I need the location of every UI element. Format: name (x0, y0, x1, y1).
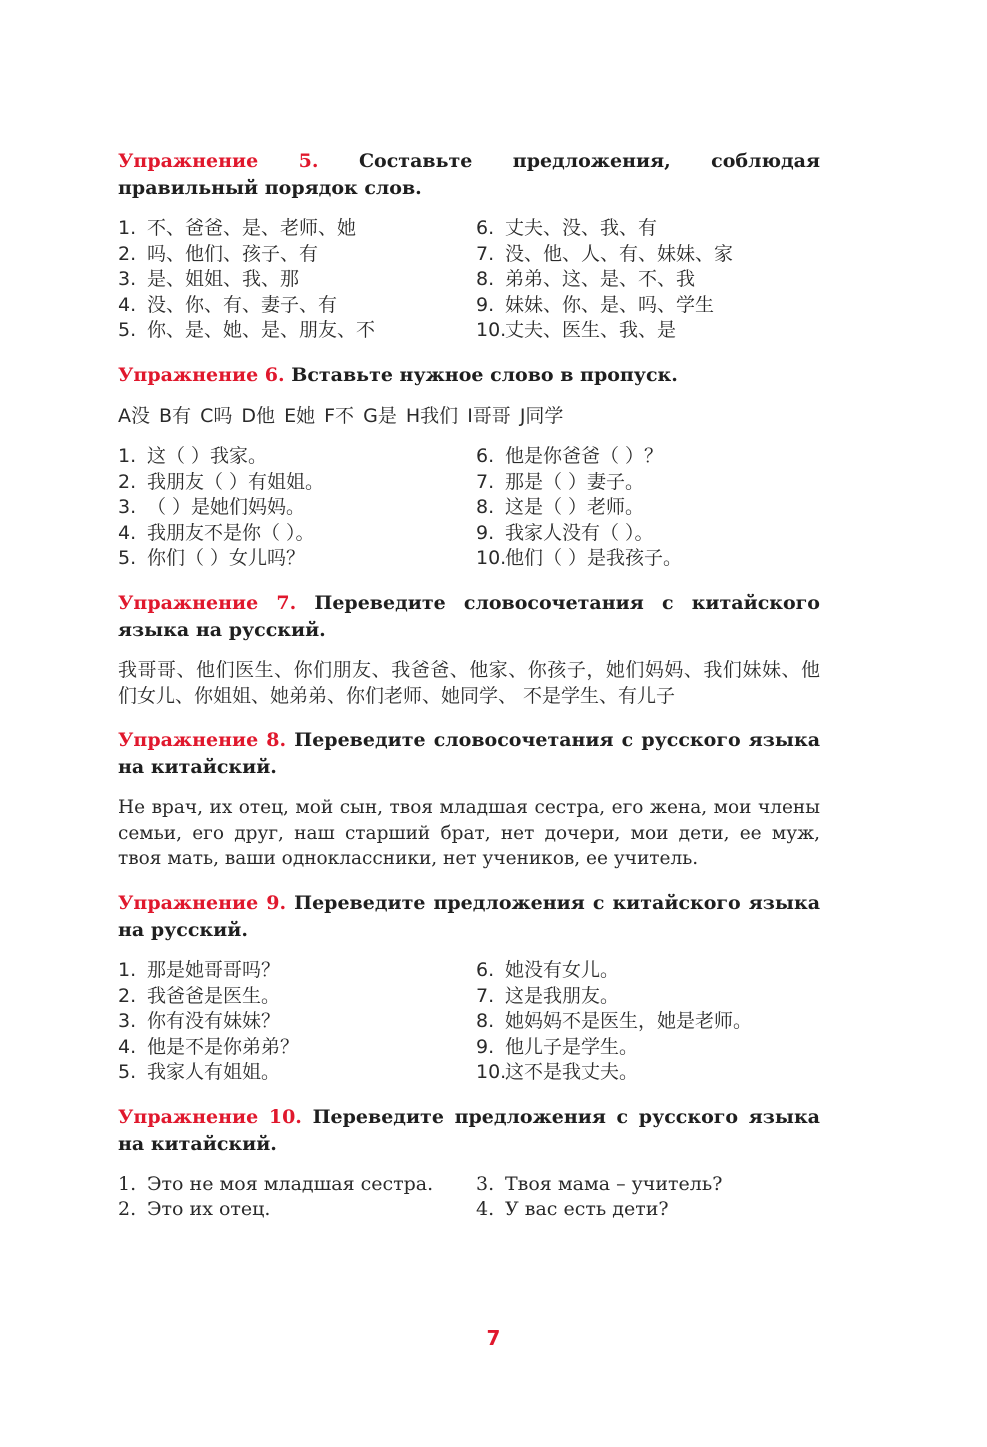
list-item: 2. 吗、他们、孩子、有 (118, 242, 319, 265)
exercise-label: Упражнение 6. (118, 363, 285, 386)
exercise-label: Упражнение 10. (118, 1105, 302, 1128)
list-item: 9. 妹妹、你、是、吗、学生 (476, 293, 715, 316)
exercise-title: Переведите предложения с русского языка на китайский. (118, 1105, 820, 1155)
left-column (118, 1172, 476, 1223)
list-item: 8. 弟弟、这、是、不、我 (476, 268, 696, 291)
list-item: 3. 是、姐姐、我、那 (118, 268, 300, 291)
exercise-heading (118, 148, 820, 202)
list-item: 4. 他是不是你弟弟？ (118, 1035, 300, 1058)
exercise-items (118, 958, 820, 1086)
list-item: 5. 你、是、她、是、朋友、不 (118, 319, 376, 342)
exercise-5 (118, 148, 820, 344)
exercise-heading (118, 362, 820, 389)
list-item: 6. 丈夫、没、我、有 (476, 217, 658, 239)
right-column (476, 958, 820, 1086)
list-item: 9. 我家人没有（ ）。 (476, 521, 654, 544)
list-item: 4. У вас есть дети? (476, 1198, 669, 1221)
list-item: 1. 这（ ）我家。 (118, 444, 268, 467)
list-item: 10. 丈夫、医生、我、是 (476, 319, 677, 342)
exercise-9 (118, 890, 820, 1086)
left-column (118, 444, 476, 572)
list-item: 1. Это не моя младшая сестра. (118, 1172, 434, 1195)
exercise-text: Не врач, их отец, мой сын, твоя младшая сестра, его жена, мои члены семьи, его друг, наш старший брат, нет дочери, мои дети, ее муж, твоя мать, ваши одноклассники, нет учеников, ее учитель. (118, 797, 820, 870)
exercise-label: Упражнение 5. (118, 150, 319, 172)
exercise-heading (118, 1104, 820, 1158)
list-item: 3. （ ）是她们妈妈。 (118, 496, 306, 519)
page-content (118, 148, 820, 1241)
exercise-items (118, 216, 820, 344)
exercise-label: Упражнение 8. (118, 729, 287, 752)
exercise-heading (118, 590, 820, 644)
list-item: 4. 我朋友不是你（ ）。 (118, 521, 315, 544)
list-item: 6. 她没有女儿。 (476, 958, 620, 981)
list-item: 3. 你有没有妹妹？ (118, 1010, 281, 1033)
list-item: 2. 我朋友（ ）有姐姐。 (118, 470, 325, 493)
list-item: 2. 我爸爸是医生。 (118, 984, 281, 1007)
list-item: 8. 她妈妈不是医生，她是老师。 (476, 1010, 753, 1033)
left-column (118, 216, 476, 344)
exercise-heading (118, 890, 820, 944)
list-item: 9. 他儿子是学生。 (476, 1035, 639, 1058)
list-item: 8. 这是（ ）老师。 (476, 496, 645, 519)
exercise-title: Переведите словосочетания с русского языка на китайский. (118, 729, 820, 779)
exercise-items (118, 1172, 820, 1223)
right-column (476, 444, 820, 572)
exercise-text: 我哥哥、他们医生、你们朋友、我爸爸、他家、你孩子，她们妈妈、我们妹妹、他们女儿、你姐姐、她弟弟、你们老师、她同学、 不是学生、有儿子 (118, 658, 820, 707)
list-item: 5. 你们（ ）女儿吗？ (118, 547, 306, 570)
list-item: 4. 没、你、有、妻子、有 (118, 293, 338, 316)
exercise-label: Упражнение 9. (118, 891, 287, 914)
exercise-6 (118, 362, 820, 572)
right-column (476, 1172, 820, 1223)
exercise-title: Составьте предложения, соблюдая правильный порядок слов. (118, 150, 820, 199)
left-column (118, 958, 476, 1086)
exercise-10 (118, 1104, 820, 1223)
exercise-title: Переведите предложения с китайского языка на русский. (118, 891, 821, 941)
exercise-label: Упражнение 7. (118, 591, 297, 614)
list-item: 1. 那是她哥哥吗？ (118, 958, 281, 981)
list-item: 5. 我家人有姐姐。 (118, 1061, 281, 1084)
answer-options: A没 B有 C吗 D他 E她 F不 G是 H我们 I哥哥 J同学 (118, 404, 564, 427)
exercise-8 (118, 727, 820, 872)
page-number: 7 (486, 1326, 501, 1350)
right-column (476, 216, 820, 344)
exercise-title: Переведите словосочетания с китайского языка на русский. (118, 591, 820, 641)
list-item: 3. Твоя мама – учитель? (476, 1172, 723, 1195)
exercise-heading (118, 727, 820, 781)
list-item: 2. Это их отец. (118, 1198, 271, 1221)
list-item: 7. 没、他、人、有、妹妹、家 (476, 242, 734, 265)
list-item: 6. 他是你爸爸（ ）？ (476, 444, 664, 467)
exercise-7 (118, 590, 820, 709)
list-item: 10. 他们（ ）是我孩子。 (476, 547, 683, 570)
list-item: 1. 不、爸爸、是、老师、她 (118, 217, 357, 239)
list-item: 7. 这是我朋友。 (476, 984, 620, 1007)
list-item: 7. 那是（ ）妻子。 (476, 470, 645, 493)
exercise-title: Вставьте нужное слово в пропуск. (291, 363, 678, 386)
exercise-items (118, 444, 820, 572)
list-item: 10. 这不是我丈夫。 (476, 1061, 639, 1084)
